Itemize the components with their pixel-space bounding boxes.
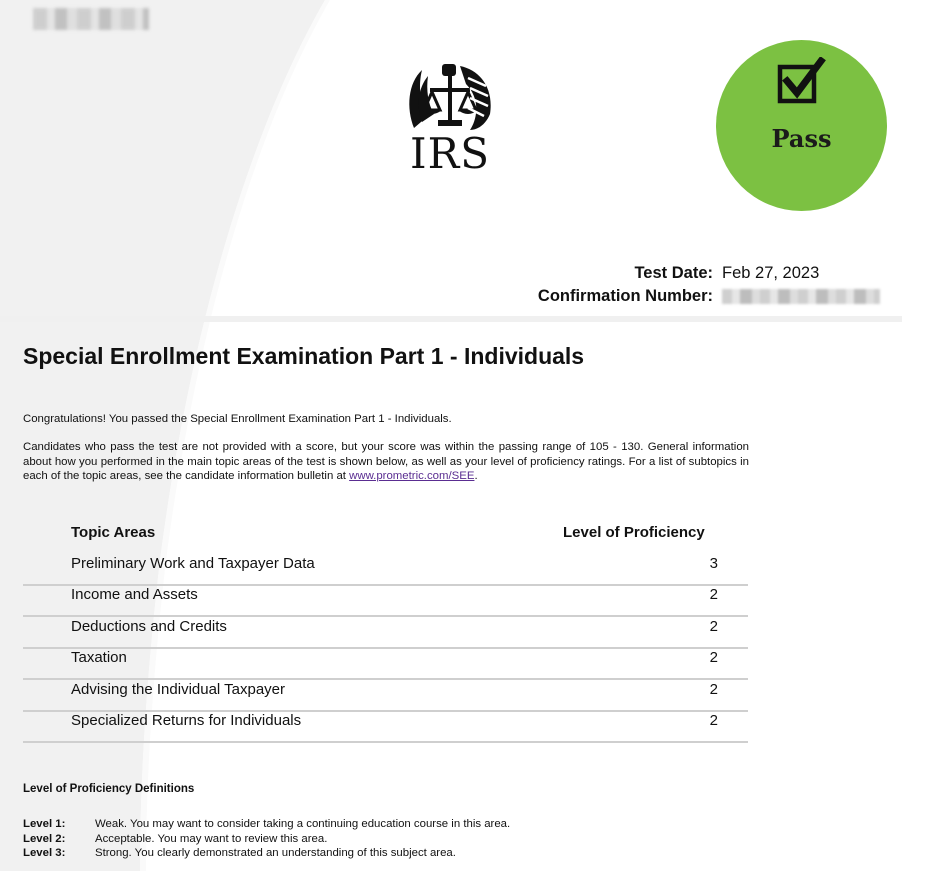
topic-cell: Specialized Returns for Individuals [71,712,302,729]
table-row [23,679,748,712]
definition-item [23,817,510,832]
level-cell: 2 [709,617,718,635]
level-cell: 2 [709,680,718,698]
irs-logo [402,58,498,178]
checkbox-check-icon [777,57,827,107]
page-title: Special Enrollment Examination Part 1 - Individuals [23,343,585,369]
redacted-confirmation-number [722,289,880,304]
definition-level: Level 3: [23,847,66,860]
level-cell: 3 [709,555,718,572]
test-date-value: Feb 27, 2023 [722,264,820,282]
definitions-title: Level of Proficiency Definitions [23,783,195,795]
level-cell: 2 [709,649,718,667]
definition-text: Acceptable. You may want to review this area. [95,832,328,845]
irs-eagle-icon [402,58,498,134]
test-date-label: Test Date: [634,264,713,282]
header-divider [0,316,902,322]
info-paragraph [23,440,749,484]
pass-badge [716,40,887,211]
topic-cell: Preliminary Work and Taxpayer Data [71,555,315,572]
test-date-row [0,263,935,285]
table-row [23,616,748,649]
topic-cell: Advising the Individual Taxpayer [71,680,286,698]
table-row [23,647,748,680]
irs-wordmark: IRS [410,129,490,178]
definition-item [23,846,456,861]
definition-text: Strong. You clearly demonstrated an understanding of this subject area. [95,847,456,860]
table-row [23,710,748,743]
info-link-suffix: . [474,470,478,482]
prometric-link[interactable]: www.prometric.com/SEE [349,470,475,482]
definition-text: Weak. You may want to consider taking a continuing education course in this area. [95,818,511,830]
congrats-text: Congratulations! You passed the Special Enrollment Examination Part 1 - Individuals. [23,413,452,425]
pass-label: Pass [771,124,832,153]
info-text: Candidates who pass the test are not provided with a score, but your score was within the passing range of 105 - 130. General information about how you performed in the main topic areas of the test is shown below, as well as your level of proficiency ratings. For a list of subtopics in each of the topic areas, see the candidate information bulletin at [23,441,749,482]
table-row [23,584,748,617]
confirmation-label: Confirmation Number: [537,287,713,305]
level-cell: 2 [709,586,718,604]
definition-item [23,832,327,847]
col-level-header: Level of Proficiency [563,524,705,541]
table-row [23,553,748,586]
col-topic-header: Topic Areas [71,524,156,541]
definition-level: Level 1: [23,818,66,830]
topic-cell: Income and Assets [71,586,198,604]
redacted-candidate-name [33,8,149,30]
level-cell: 2 [709,712,718,729]
topic-cell: Deductions and Credits [71,617,227,635]
definition-level: Level 2: [23,832,66,845]
topic-cell: Taxation [71,649,127,667]
